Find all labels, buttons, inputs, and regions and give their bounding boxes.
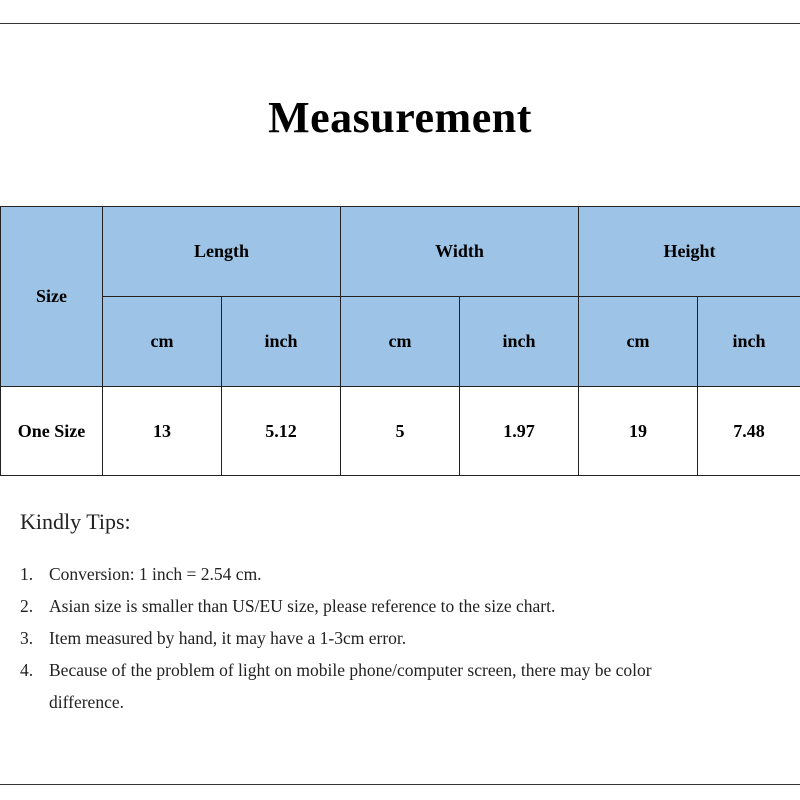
value-cell: 7.48 <box>698 387 800 476</box>
top-divider <box>0 23 800 24</box>
bottom-divider <box>0 784 800 785</box>
tip-number: 4. <box>20 660 34 680</box>
list-item <box>20 654 760 718</box>
value-cell: 5 <box>341 387 460 476</box>
tip-number: 2. <box>20 596 34 616</box>
tip-text: Because of the problem of light on mobile phone/computer screen, there may be color difference. <box>49 660 652 712</box>
table-unit-row <box>1 297 800 387</box>
value-cell: 1.97 <box>460 387 579 476</box>
tip-text: Item measured by hand, it may have a 1-3cm error. <box>49 628 407 648</box>
tip-text: Asian size is smaller than US/EU size, please reference to the size chart. <box>49 596 556 616</box>
unit-cell: cm <box>579 297 698 387</box>
width-header-cell: Width <box>341 207 579 297</box>
unit-cell: inch <box>222 297 341 387</box>
unit-cell: cm <box>103 297 222 387</box>
value-cell: 13 <box>103 387 222 476</box>
tip-text: Conversion: 1 inch = 2.54 cm. <box>49 564 262 584</box>
table-row <box>1 387 800 476</box>
length-header-cell: Length <box>103 207 341 297</box>
unit-cell: inch <box>460 297 579 387</box>
list-item <box>20 622 760 654</box>
tip-number: 3. <box>20 628 34 648</box>
size-cell: One Size <box>1 387 103 476</box>
value-cell: 5.12 <box>222 387 341 476</box>
unit-cell: inch <box>698 297 800 387</box>
size-table <box>0 206 800 476</box>
value-cell: 19 <box>579 387 698 476</box>
tips-title: Kindly Tips: <box>20 509 131 534</box>
tips-list <box>20 558 760 718</box>
height-header-cell: Height <box>579 207 800 297</box>
unit-cell: cm <box>341 297 460 387</box>
page-title: Measurement <box>268 93 532 142</box>
list-item <box>20 590 760 622</box>
tip-number: 1. <box>20 564 34 584</box>
list-item <box>20 558 760 590</box>
table-header-row <box>1 207 800 297</box>
size-header-cell: Size <box>1 207 103 387</box>
